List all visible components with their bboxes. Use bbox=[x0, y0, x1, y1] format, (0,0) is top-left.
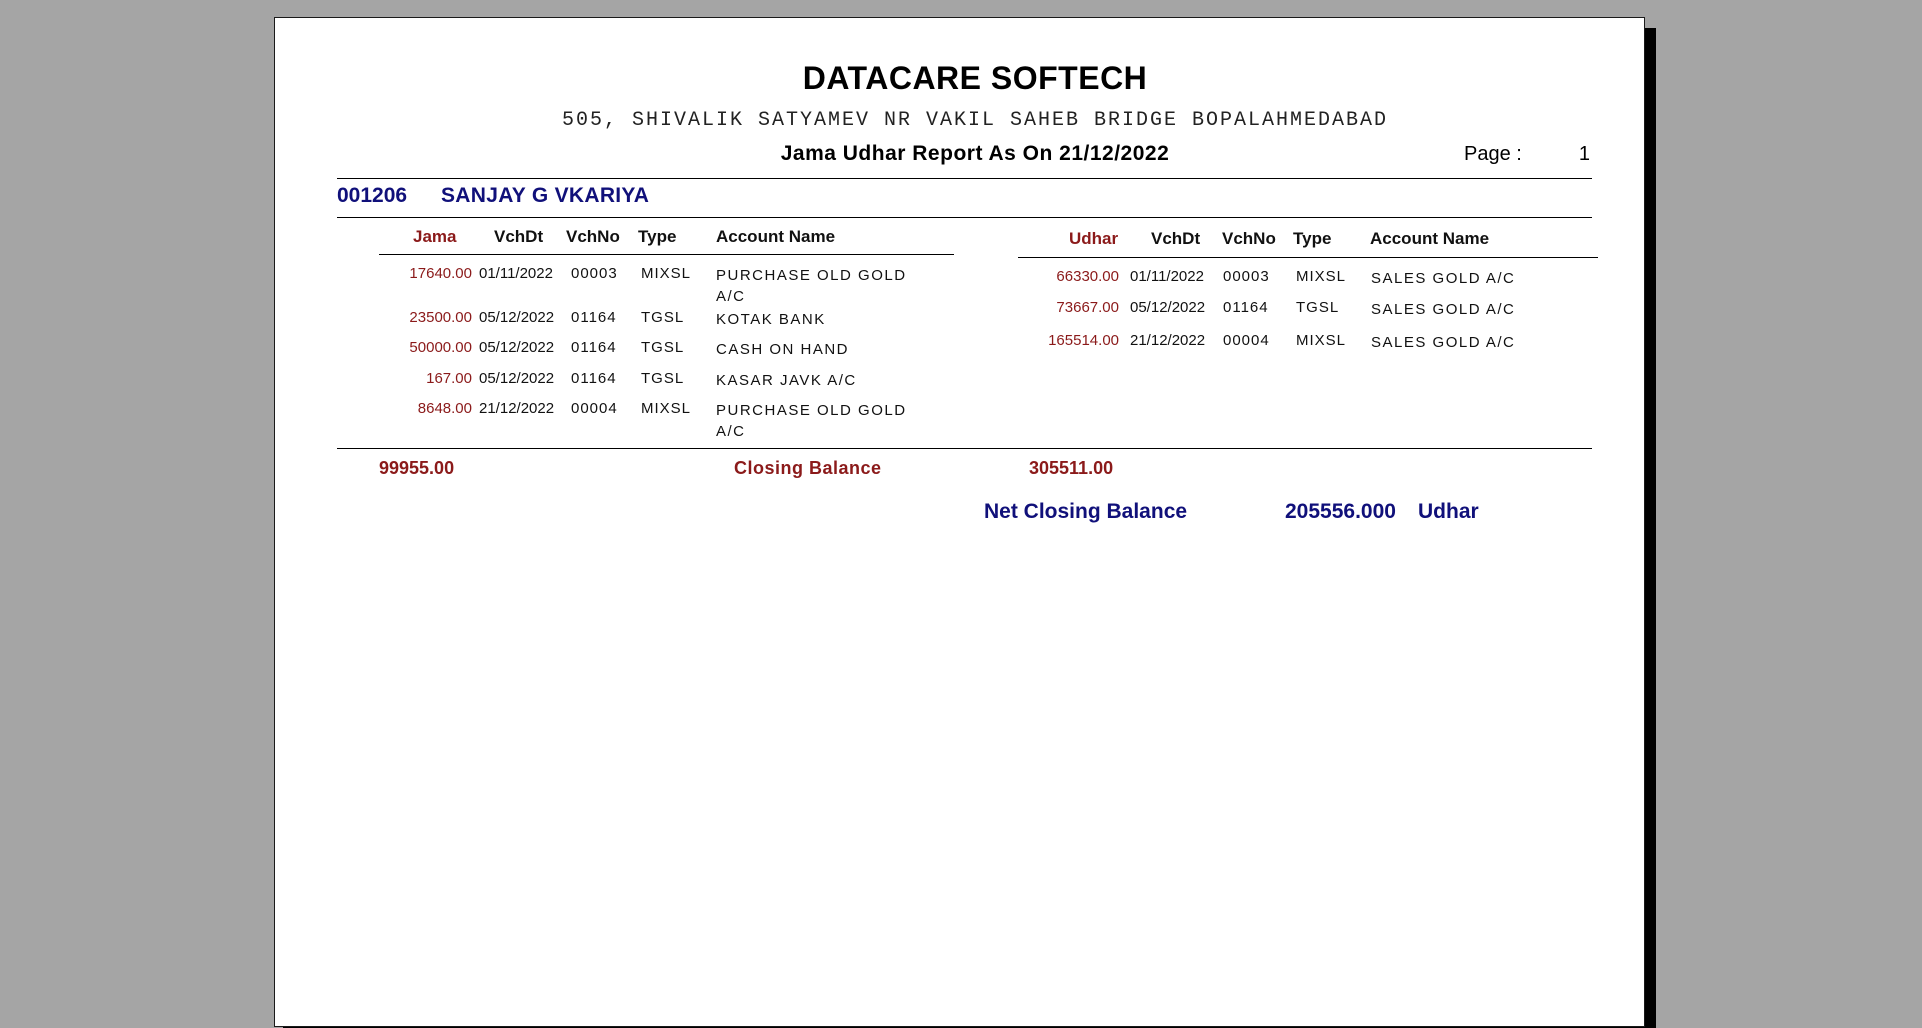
jama-voucher-no: 01164 bbox=[571, 339, 617, 356]
udhar-header-date: VchDt bbox=[1151, 229, 1201, 248]
udhar-total: 305511.00 bbox=[1029, 458, 1114, 478]
udhar-voucher-no: 00003 bbox=[1223, 268, 1270, 285]
udhar-header-account: Account Name bbox=[1370, 229, 1490, 248]
jama-header-date: VchDt bbox=[494, 227, 544, 246]
jama-voucher-no: 00004 bbox=[571, 400, 618, 417]
jama-voucher-no: 01164 bbox=[571, 309, 617, 326]
udhar-header-type: Type bbox=[1293, 229, 1332, 248]
jama-amount: 8648.00 bbox=[417, 400, 472, 417]
net-closing-balance-value: 205556.000 bbox=[1285, 500, 1396, 523]
jama-type: TGSL bbox=[641, 339, 685, 356]
udhar-header-amount: Udhar bbox=[1069, 229, 1119, 248]
net-closing-balance-side: Udhar bbox=[1418, 500, 1479, 523]
jama-date: 05/12/2022 bbox=[479, 339, 555, 356]
report-title: Jama Udhar Report As On 21/12/2022 bbox=[780, 142, 1170, 165]
udhar-date: 01/11/2022 bbox=[1130, 268, 1204, 285]
jama-amount: 167.00 bbox=[426, 370, 472, 387]
jama-amount: 17640.00 bbox=[409, 265, 472, 282]
jama-voucher-no: 00003 bbox=[571, 265, 618, 282]
udhar-type: MIXSL bbox=[1296, 268, 1347, 285]
udhar-voucher-no: 01164 bbox=[1223, 299, 1269, 316]
udhar-type: MIXSL bbox=[1296, 332, 1347, 349]
totals-divider bbox=[337, 448, 1592, 449]
udhar-amount: 73667.00 bbox=[1056, 299, 1119, 316]
page-label: Page : bbox=[1464, 143, 1522, 165]
jama-date: 05/12/2022 bbox=[479, 309, 555, 326]
udhar-date: 05/12/2022 bbox=[1130, 299, 1206, 316]
jama-header-amount: Jama bbox=[413, 227, 457, 246]
jama-voucher-no: 01164 bbox=[571, 370, 617, 387]
jama-header-account: Account Name bbox=[716, 227, 836, 246]
udhar-type: TGSL bbox=[1296, 299, 1340, 316]
jama-type: MIXSL bbox=[641, 400, 692, 417]
company-address: 505, SHIVALIK SATYAMEV NR VAKIL SAHEB BRIDGE BOPALAHMEDABAD bbox=[561, 109, 1389, 132]
udhar-header-divider bbox=[1018, 257, 1598, 258]
jama-account: CASH ON HAND bbox=[716, 341, 850, 358]
jama-account: PURCHASE OLD GOLD A/C bbox=[716, 267, 907, 305]
company-name: DATACARE SOFTECH bbox=[802, 60, 1148, 96]
account-name: SANJAY G VKARIYA bbox=[441, 184, 650, 207]
udhar-account: SALES GOLD A/C bbox=[1371, 334, 1516, 351]
account-divider bbox=[337, 217, 1592, 218]
udhar-amount: 165514.00 bbox=[1048, 332, 1119, 349]
jama-amount: 50000.00 bbox=[409, 339, 472, 356]
jama-type: TGSL bbox=[641, 370, 685, 387]
net-closing-balance-label: Net Closing Balance bbox=[984, 500, 1188, 523]
account-code: 001206 bbox=[337, 184, 408, 207]
udhar-date: 21/12/2022 bbox=[1130, 332, 1206, 349]
jama-date: 01/11/2022 bbox=[479, 265, 553, 282]
jama-amount: 23500.00 bbox=[409, 309, 472, 326]
jama-header-no: VchNo bbox=[566, 227, 620, 246]
udhar-amount: 66330.00 bbox=[1056, 268, 1119, 285]
udhar-voucher-no: 00004 bbox=[1223, 332, 1270, 349]
udhar-header-no: VchNo bbox=[1222, 229, 1276, 248]
jama-type: TGSL bbox=[641, 309, 685, 326]
jama-type: MIXSL bbox=[641, 265, 692, 282]
jama-date: 05/12/2022 bbox=[479, 370, 555, 387]
jama-header-divider bbox=[379, 254, 954, 255]
udhar-account: SALES GOLD A/C bbox=[1371, 301, 1516, 318]
jama-account: PURCHASE OLD GOLD A/C bbox=[716, 402, 907, 440]
udhar-account: SALES GOLD A/C bbox=[1371, 270, 1516, 287]
page-number: 1 bbox=[1578, 143, 1590, 165]
jama-account: KASAR JAVK A/C bbox=[716, 372, 857, 389]
title-divider bbox=[337, 178, 1592, 179]
jama-date: 21/12/2022 bbox=[479, 400, 555, 417]
report-page bbox=[274, 17, 1645, 1027]
closing-balance-label: Closing Balance bbox=[734, 458, 882, 478]
jama-header-type: Type bbox=[638, 227, 677, 246]
jama-account: KOTAK BANK bbox=[716, 311, 826, 328]
jama-total: 99955.00 bbox=[379, 458, 455, 478]
